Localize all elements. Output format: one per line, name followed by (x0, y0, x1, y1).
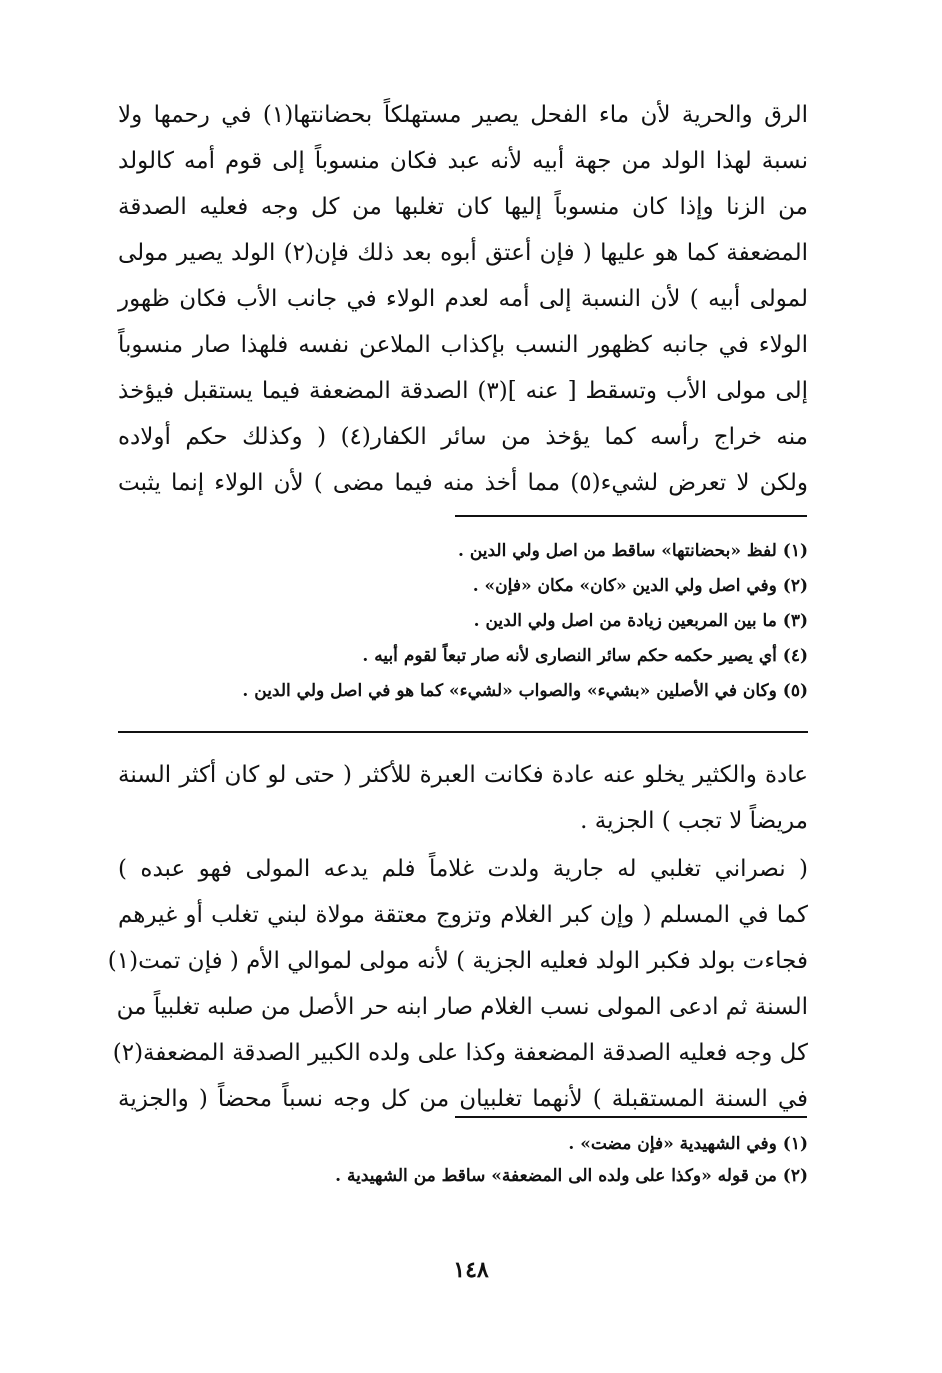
main-text-block-1 (118, 92, 808, 506)
text-line: الرق والحرية لأن ماء الفحل يصير مستهلكاً بحضانتها(١) في رحمها ولا (118, 102, 809, 128)
footnotes-list-2 (118, 1128, 808, 1192)
text-line: نسبة لهذا الولد من جهة أبيه لأنه عبد فكان منسوباً إلى قوم أمه كالولد (118, 148, 808, 174)
footnote: (٤) أي يصير حكمه حكم سائر النصارى لأنه صار تبعاً لقوم أبيه . (362, 646, 808, 666)
text-line: مريضاً لا تجب ) الجزية . (580, 808, 808, 834)
section-divider (118, 731, 808, 733)
footnote: (٢) وفي اصل ولي الدين «كان» مكان «فإن» . (472, 576, 808, 596)
footnote-separator (455, 1116, 807, 1118)
text-line: كل وجه فعليه الصدقة المضعفة وكذا على ولده الكبير الصدقة المضعفة(٢) (112, 1040, 808, 1066)
text-line: ( نصراني تغلبي له جارية ولدت غلاماً فلم يدعه المولى فهو عبده ) (118, 856, 808, 882)
main-text-block-2 (118, 752, 808, 844)
text-line: ولكن لا تعرض لشيء(٥) مما أخذ منه فيما مضى ) لأن الولاء إنما يثبت (118, 470, 808, 496)
footnote: (١) لفظ «بحضانتها» ساقط من اصل ولي الدين . (458, 541, 808, 561)
text-line: منه خراج رأسه كما يؤخذ من سائر الكفار(٤) ( وكذلك حكم أولاده (118, 424, 808, 450)
text-line: لمولى أبيه ) لأن النسبة إلى أمه لعدم الولاء في جانب الأب فكان ظهور (118, 286, 808, 312)
footnote: (٥) وكان في الأصلين «بشيء» والصواب «لشيء» كما هو في اصل ولي الدين . (242, 681, 808, 701)
footnote-separator (455, 515, 807, 517)
footnote: (١) وفي الشهيدية «فإن مضت» . (568, 1134, 808, 1154)
footnote: (٢) من قوله «وكذا على ولده الى المضعفة» ساقط من الشهيدية . (335, 1166, 808, 1186)
text-line: عادة والكثير يخلو عنه عادة فكانت العبرة للأكثر ( حتى لو كان أكثر السنة (118, 762, 808, 788)
page-number: ١٤٨ (453, 1257, 489, 1283)
main-text-block-3 (107, 846, 808, 1122)
footnotes-list-1 (118, 534, 808, 709)
text-line: في السنة المستقبلة ) لأنهما تغلبيان من كل وجه نسباً محضاً ( والجزية (118, 1086, 808, 1112)
text-line: من الزنا وإذا كان منسوباً إليها كان تغلبها من كل وجه فعليه الصدقة (118, 194, 808, 220)
text-line: السنة ثم ادعى المولى نسب الغلام صار ابنه حر الأصل من صلبه تغلبياً من (116, 994, 808, 1020)
text-line: فجاءت بولد فكبر الولد فعليه الجزية ) لأنه مولى لموالي الأم ( فإن تمت(١) (107, 948, 808, 974)
text-line: إلى مولى الأب وتسقط [ عنه ](٣) الصدقة المضعفة فيما يستقبل فيؤخذ (118, 378, 808, 404)
text-line: كما في المسلم ( وإن كبر الغلام وتزوج معتقة مولاة لبني تغلب أو غيرهم (118, 902, 808, 928)
text-line: المضعفة كما هو عليها ( فإن أعتق أبوه بعد ذلك فإن(٢) الولد يصير مولى (118, 240, 808, 266)
text-line: الولاء في جانبه كظهور النسب بإكذاب الملاعن نفسه فلهذا صار منسوباً (118, 332, 808, 358)
footnote: (٣) ما بين المربعين زيادة من اصل ولي الدين . (473, 611, 808, 631)
